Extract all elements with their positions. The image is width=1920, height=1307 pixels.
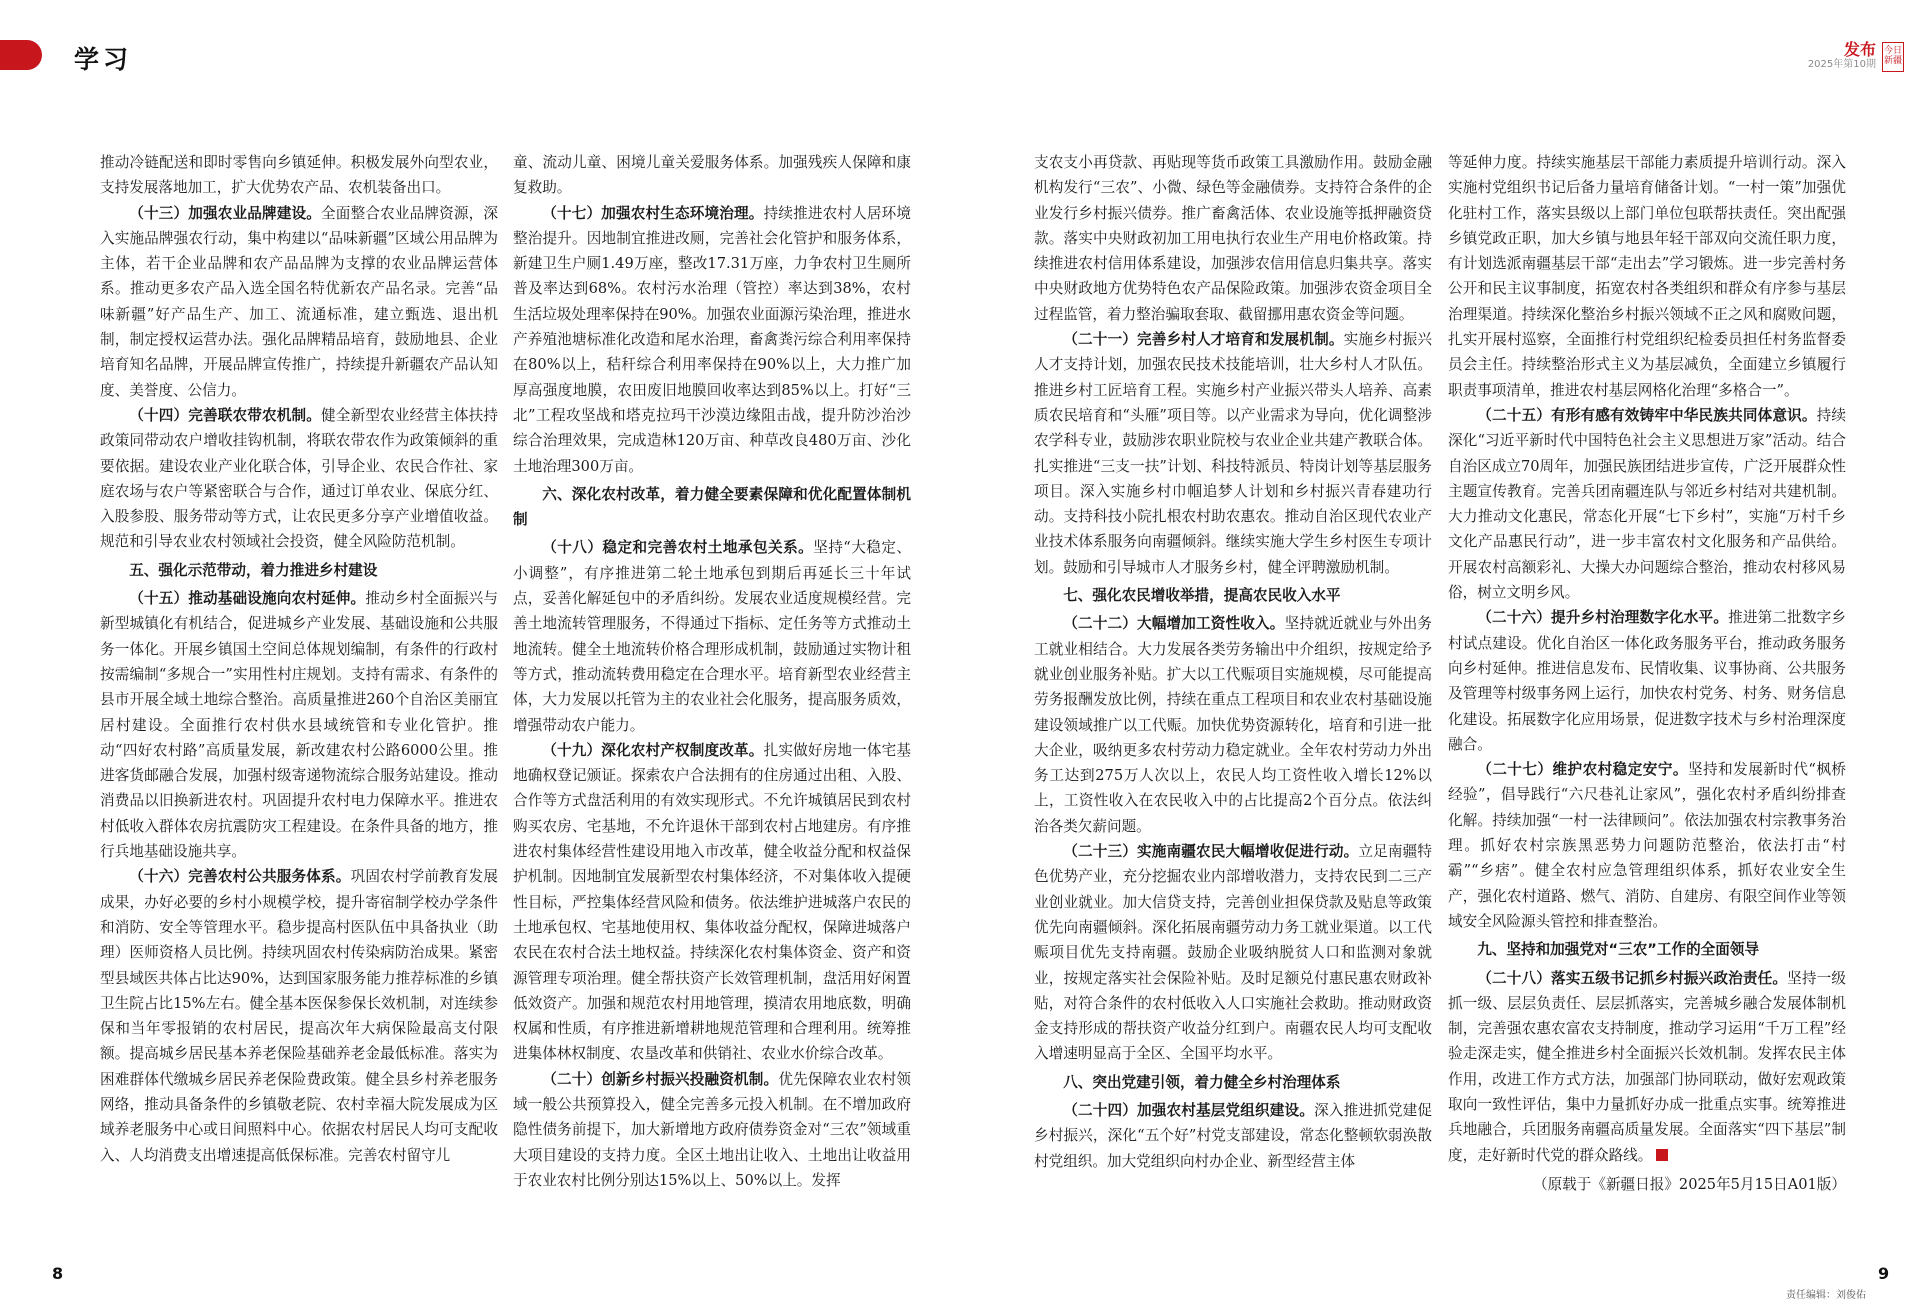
paragraph-text: 巩固农村学前教育发展成果，办好必要的乡村小规模学校，提升寄宿制学校办学条件和消防、安全等管理水平。稳步提高村医队伍中具备执业（助理）医师资格人员比例。持续巩固农村传染病防治成果。紧密型县域医共体占比达90%，达到国家服务能力推荐标准的乡镇卫生院占比15%左右。健全基本医保参保长效机制，对连续参保和当年零报销的农村居民，提高次年大病保险最高支付限额。提高城乡居民基本养老保险基础养老金最低标准。落实为困难群体代缴城乡居民养老保险费政策。健全县乡村养老服务网络，推动具备条件的乡镇敬老院、农村幸福大院发展成为区域养老服务中心或日间照料中心。依据农村居民人均可支配收入、人均消费支出增速提高低保标准。完善农村留守儿 <box>100 868 498 1164</box>
paragraph-text: 坚持“大稳定、小调整”，有序推进第二轮土地承包到期后再延长三十年试点，妥善化解延包中的矛盾纠纷。发展农业适度规模经营。完善土地流转管理服务，不得通过下指标、定任务等方式推动土地流转。健全土地流转价格合理形成机制，鼓励通过实物计租等方式，推动流转费用稳定在合理水平。培育新型农业经营主体，大力发展以托管为主的农业社会化服务，提高服务质效，增强带动农户能力。 <box>513 539 911 734</box>
source-citation <box>1448 1172 1846 1197</box>
paragraph <box>100 201 498 403</box>
paragraph <box>1034 611 1432 839</box>
paragraph-text: 推进第二批数字乡村试点建设。优化自治区一体化政务服务平台，推动政务服务向乡村延伸。推进信息发布、民情收集、议事协商、公共服务及管理等村级事务网上运行，加快农村党务、村务、财务信息化建设。拓展数字化应用场景，促进数字技术与乡村治理深度融合。 <box>1448 609 1846 753</box>
paragraph-text: 坚持一级抓一级、层层负责任、层层抓落实，完善城乡融合发展体制机制，完善强农惠农富农支持制度，推动学习运用“千万工程”经验走深走实，健全推进乡村全面振兴长效机制。发挥农民主体作用，改进工作方式方法，加强部门协同联动，做好宏观政策取向一致性评估，集中力量抓好办成一批重点实事。统筹推进兵地融合，兵团服务南疆高质量发展。全面落实“四下基层”制度，走好新时代党的群众路线。 <box>1448 969 1846 1164</box>
paragraph-text: 全面整合农业品牌资源，深入实施品牌强农行动，集中构建以“品味新疆”区域公用品牌为主体，若干企业品牌和农产品品牌为支撑的农业品牌运营体系。推动更多农产品入选全国名特优新农产品名录。完善“品味新疆”好产品生产、加工、流通标准，建立甄选、退出机制，制定授权运营办法。强化品牌精品培育，鼓励地县、企业培育知名品牌，开展品牌宣传推广，持续提升新疆农产品认知度、美誉度、公信力。 <box>100 204 498 399</box>
article-column-2 <box>513 150 911 1193</box>
subsection-title: （十六）完善农村公共服务体系。 <box>129 868 351 886</box>
paragraph <box>100 403 498 555</box>
editor-credit: 责任编辑：刘俊佑 <box>1786 1290 1866 1301</box>
paragraph <box>100 150 498 201</box>
subsection-title: （二十）创新乡村振兴投融资机制。 <box>542 1070 779 1088</box>
article-column-4 <box>1448 150 1846 1197</box>
paragraph-text: 持续深化“习近平新时代中国特色社会主义思想进万家”活动。结合自治区成立70周年，加强民族团结进步宣传，广泛开展群众性主题宣传教育。完善兵团南疆连队与邻近乡村结对共建机制。大力推动文化惠民，常态化开展“七下乡村”，实施“万村千乡文化产品惠民行动”，进一步丰富农村文化服务和产品供给。开展农村高额彩礼、大操大办问题综合整治，推动农村移风易俗，树立文明乡风。 <box>1448 406 1847 602</box>
subsection-title: （二十六）提升乡村治理数字化水平。 <box>1477 609 1729 627</box>
paragraph-text: 坚持和发展新时代“枫桥经验”，倡导践行“六尺巷礼让家风”，强化农村矛盾纠纷排查化解。持续加强“一村一法律顾问”。依法加强农村宗教事务治理。抓好农村宗族黑恶势力问题防范整治，依法打击“村霸”“乡痞”。健全农村应急管理组织体系，抓好农业安全生产，强化农村道路、燃气、消防、自建房、有限空间作业等领域安全风险源头管控和排查整治。 <box>1448 761 1846 930</box>
paragraph <box>100 864 498 1168</box>
paragraph-text: 等延伸力度。持续实施基层干部能力素质提升培训行动。深入实施村党组织书记后备力量培育储备计划。“一村一策”加强优化驻村工作，落实县级以上部门单位包联帮扶责任。突出配强乡镇党政正职，加大乡镇与地县年轻干部双向交流任职力度，有计划选派南疆基层干部“走出去”学习锻炼。进一步完善村务公开和民主议事制度，拓宽农村各类组织和群众有序参与基层治理渠道。持续深化整治乡村振兴领域不正之风和腐败问题，扎实开展村巡察，全面推行村党组织纪检委员担任村务监督委员会主任。持续整治形式主义为基层减负，全面建立乡镇履行职责事项清单，推进农村基层网格化治理“多格合一”。 <box>1448 154 1846 399</box>
paragraph <box>1034 327 1432 580</box>
article-column-3 <box>1034 150 1432 1174</box>
paragraph-text: 实施乡村振兴人才支持计划，加强农民技术技能培训，壮大乡村人才队伍。推进乡村工匠培育工程。实施乡村产业振兴带头人培养、高素质农民培育和“头雁”项目等。以产业需求为导向，优化调整涉农学科专业，鼓励涉农职业院校与农业企业共建产教联合体。扎实推进“三支一扶”计划、科技特派员、特岗计划等基层服务项目。深入实施乡村巾帼追梦人计划和乡村振兴青春建功行动。支持科技小院扎根农村助农惠农。推动自治区现代农业产业技术体系服务向南疆倾斜。继续实施大学生乡村医生专项计划。鼓励和引导城市人才服务乡村，健全评聘激励机制。 <box>1034 331 1432 576</box>
paragraph <box>1034 150 1432 327</box>
issue-number: 2025年第10期 <box>1807 59 1876 70</box>
end-mark-icon <box>1656 1149 1668 1161</box>
section-heading: 六、深化农村改革，着力健全要素保障和优化配置体制机制 <box>513 485 911 529</box>
section-title: 学习 <box>74 45 133 74</box>
paragraph <box>1448 966 1846 1168</box>
subsection-title: （十五）推动基础设施向农村延伸。 <box>129 590 366 608</box>
subsection-title: （二十三）实施南疆农民大幅增收促进行动。 <box>1063 843 1359 861</box>
page-number-right: 9 <box>1878 1264 1890 1283</box>
paragraph-text: 优先保障农业农村领域一般公共预算投入，健全完善多元投入机制。在不增加政府隐性债务前提下，加大新增地方政府债券资金对“三农”领域重大项目建设的支持力度。全区土地出让收入、土地出让收益用于农业农村比例分别达15%以上、50%以上。发挥 <box>513 1070 911 1189</box>
paragraph-text: 童、流动儿童、困境儿童关爱服务体系。加强残疾人保障和康复救助。 <box>513 154 911 197</box>
paragraph-text: 深入推进抓党建促乡村振兴，深化“五个好”村党支部建设，常态化整顿软弱涣散村党组织。加大党组织向村办企业、新型经营主体 <box>1034 1101 1432 1170</box>
paragraph-text: 推动乡村全面振兴与新型城镇化有机结合，促进城乡产业发展、基础设施和公共服务一体化。开展乡镇国土空间总体规划编制，有条件的行政村按需编制“多规合一”实用性村庄规划。支持有需求、有条件的县市开展全域土地综合整治。高质量推进260个自治区美丽宜居村建设。全面推行农村供水县域统管和专业化管护。推动“四好农村路”高质量发展，新改建农村公路6000公里。推进客货邮融合发展，加强村级寄递物流综合服务站建设。推动消费品以旧换新进农村。巩固提升农村电力保障水平。推进农村低收入群体农房抗震防灾工程建设。在条件具备的地方，推行兵地基础设施共享。 <box>100 590 498 861</box>
paragraph <box>1034 1098 1432 1174</box>
paragraph-text: （原载于《新疆日报》2025年5月15日A01版） <box>1532 1175 1846 1193</box>
paragraph <box>1034 839 1432 1067</box>
paragraph-text: 持续推进农村人居环境整治提升。因地制宜推进改厕，完善社会化管护和服务体系，新建卫生户厕1.49万座，整改17.31万座，力争农村卫生厕所普及率达到68%。农村污水治理（管控）率达到38%，农村生活垃圾处理率保持在90%。加强农业面源污染治理，推进水产养殖池塘标准化改造和尾水治理，畜禽粪污综合利用率保持在80%以上，秸秆综合利用率保持在90%以上，大力推广加厚高强度地膜，农田废旧地膜回收率达到85%以上。打好“三北”工程攻坚战和塔克拉玛干沙漠边缘阻击战，提升防沙治沙综合治理效果，完成造林120万亩、种草改良480万亩、沙化土地治理300万亩。 <box>513 204 911 475</box>
paragraph <box>513 201 911 479</box>
masthead-text <box>1808 42 1876 72</box>
section-heading: 七、强化农民增收举措，提高农民收入水平 <box>1063 587 1341 605</box>
paragraph-text: 坚持就近就业与外出务工就业相结合。大力发展各类劳务输出中介组织，按规定给予就业创业服务补贴。扩大以工代赈项目实施规模，尽可能提高劳务报酬发放比例，持续在重点工程项目和农业农村基础设施建设领域推广以工代赈。加快优势资源转化，培育和引进一批大企业，吸纳更多农村劳动力稳定就业。全年农村劳动力外出务工达到275万人次以上，农民人均工资性收入增长12%以上，工资性收入在农民收入中的占比提高2个百分点。依法纠治各类欠薪问题。 <box>1034 615 1432 835</box>
masthead <box>1808 42 1904 72</box>
paragraph-text: 立足南疆特色优势产业，充分挖掘农业内部增收潜力，支持农民到二三产业创业就业。加大信贷支持，完善创业担保贷款及贴息等政策优先向南疆倾斜。深化拓展南疆劳动力务工就业渠道。以工代赈项目优先支持南疆。鼓励企业吸纳脱贫人口和监测对象就业，按规定落实社会保险补贴。及时足额兑付惠民惠农财政补贴，对符合条件的农村低收入人口实施社会救助。推动财政资金支持形成的帮扶资产收益分红到户。南疆农民人均可支配收入增速明显高于全区、全国平均水平。 <box>1034 843 1432 1063</box>
paragraph <box>1448 150 1846 403</box>
paragraph <box>100 586 498 864</box>
subsection-title: （二十一）完善乡村人才培育和发展机制。 <box>1063 331 1344 349</box>
masthead-badge: 今日新疆 <box>1882 42 1904 72</box>
subsection-title: （二十八）落实五级书记抓乡村振兴政治责任。 <box>1477 969 1788 987</box>
section-heading: 八、突出党建引领，着力健全乡村治理体系 <box>1063 1073 1341 1091</box>
paragraph-text: 健全新型农业经营主体扶持政策同带动农户增收挂钩机制，将联农带农作为政策倾斜的重要依据。建设农业产业化联合体，引导企业、农民合作社、家庭农场与农户等紧密联合与合作，通过订单农业、保底分红、入股参股、服务带动等方式，让农民更多分享产业增值收益。规范和引导农业农村领域社会投资，健全风险防范机制。 <box>100 406 498 551</box>
section-heading: 五、强化示范带动，着力推进乡村建设 <box>129 561 378 579</box>
subsection-title: （二十七）维护农村稳定安宁。 <box>1477 761 1688 779</box>
subsection-title: （十八）稳定和完善农村土地承包关系。 <box>542 539 814 557</box>
paragraph <box>1448 757 1846 934</box>
subsection-title: （二十二）大幅增加工资性收入。 <box>1063 615 1285 633</box>
paragraph-text: 扎实做好房地一体宅基地确权登记颁证。探索农户合法拥有的住房通过出租、入股、合作等方式盘活利用的有效实现形式。不允许城镇居民到农村购买农房、宅基地，不允许退休干部到农村占地建房。有序推进农村集体经营性建设用地入市改革，健全收益分配和权益保护机制。因地制宜发展新型农村集体经济，不对集体收入提硬性目标，严控集体经营风险和债务。依法维护进城落户农民的土地承包权、宅基地使用权、集体收益分配权，保障进城落户农民在农村合法土地权益。持续深化农村集体资金、资产和资源管理专项治理。健全帮扶资产长效管理机制，盘活用好闲置低效资产。加强和规范农村用地管理，摸清农用地底数，明确权属和性质，有序推进新增耕地规范管理和合理利用。统筹推进集体林权制度、农垦改革和供销社、农业水价综合改革。 <box>513 741 911 1063</box>
subsection-title: （十七）加强农村生态环境治理。 <box>542 204 764 222</box>
paragraph-text: 推动冷链配送和即时零售向乡镇延伸。积极发展外向型农业，支持发展落地加工，扩大优势农产品、农机装备出口。 <box>100 154 498 197</box>
subsection-title: （十九）深化农村产权制度改革。 <box>542 741 764 759</box>
paragraph <box>1448 403 1846 605</box>
subsection-title: （十四）完善联农带农机制。 <box>129 406 322 424</box>
paragraph-text: 支农支小再贷款、再贴现等货币政策工具激励作用。鼓励金融机构发行“三农”、小微、绿色等金融债券。支持符合条件的企业发行乡村振兴债券。推广畜禽活体、农业设施等抵押融资贷款。落实中央财政初加工用电执行农业生产用电价格政策。持续推进农村信用体系建设，加强涉农信用信息归集共享。落实中央财政地方优势特色农产品保险政策。加强涉农资金项目全过程监管，着力整治骗取套取、截留挪用惠农资金等问题。 <box>1034 154 1432 323</box>
paragraph <box>513 535 911 737</box>
subsection-title: （二十四）加强农村基层党组织建设。 <box>1063 1101 1315 1119</box>
page-number-left: 8 <box>52 1264 64 1283</box>
section-heading: 九、坚持和加强党对“三农”工作的全面领导 <box>1477 941 1760 959</box>
paragraph <box>513 150 911 201</box>
paragraph <box>513 738 911 1067</box>
subsection-title: （二十五）有形有感有效铸牢中华民族共同体意识。 <box>1477 406 1817 424</box>
masthead-name: 发布 <box>1843 40 1876 59</box>
paragraph <box>1448 605 1846 757</box>
section-tab-marker <box>0 40 42 70</box>
subsection-title: （十三）加强农业品牌建设。 <box>129 204 322 222</box>
paragraph <box>513 1067 911 1193</box>
article-column-1 <box>100 150 498 1168</box>
